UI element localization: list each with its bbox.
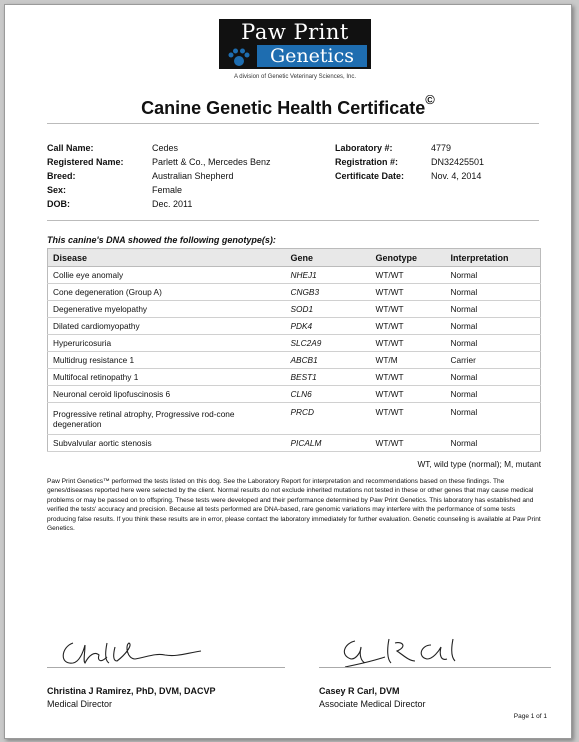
table-row <box>48 284 541 301</box>
registered-name-value: Parlett & Co., Mercedes Benz <box>152 157 271 167</box>
sex-value: Female <box>152 185 183 195</box>
disease-cell: Neuronal ceroid lipofuscinosis 6 <box>48 386 286 403</box>
genotype-cell: WT/WT <box>371 335 446 352</box>
lab-number-label: Laboratory #: <box>335 143 393 153</box>
registration-number-label: Registration #: <box>335 157 399 167</box>
info-divider <box>47 220 539 221</box>
interpretation-cell: Normal <box>446 267 541 284</box>
call-name-value: Cedes <box>152 143 179 153</box>
dob-value: Dec. 2011 <box>152 199 193 209</box>
genotype-table <box>47 248 541 452</box>
gene-cell: PDK4 <box>286 318 371 335</box>
table-row <box>48 403 541 435</box>
logo-name-top: Paw Print <box>241 20 349 44</box>
genotype-heading: This canine's DNA showed the following genotype(s): <box>47 235 276 245</box>
registered-name-label: Registered Name: <box>47 157 124 167</box>
table-header-row <box>48 249 541 267</box>
table-row <box>48 301 541 318</box>
interpretation-cell: Normal <box>446 403 541 435</box>
disease-cell: Degenerative myelopathy <box>48 301 286 318</box>
sex-label: Sex: <box>47 185 67 195</box>
gene-cell: CLN6 <box>286 386 371 403</box>
disclaimer-text: Paw Print Genetics™ performed the tests listed on this dog. See the Laboratory Report for interpretation and recommendations based on these findings. The genes/diseases reported here were selected by the client. Normal results do not exclude inherited mutations not tested in these or other genes that may cause medical problems or may be passed on to offspring. These tests were developed and their performance determined by Paw Print Genetics. This laboratory has established and verified the tests' accuracy and precision. Because all tests performed are DNA-based, rare genomic variations may interfere with the performance of some tests producing false results. If you think these results are in error, please contact the laboratory immediately for further evaluation. Genetic counseling is available at Paw Print Genetics. <box>47 478 541 533</box>
table-row <box>48 369 541 386</box>
gene-cell: CNGB3 <box>286 284 371 301</box>
disease-cell: Multidrug resistance 1 <box>48 352 286 369</box>
signature-line-left <box>47 667 285 668</box>
table-row <box>48 386 541 403</box>
copyright-mark: © <box>425 92 435 107</box>
genotype-cell: WT/WT <box>371 318 446 335</box>
call-name-label: Call Name: <box>47 143 94 153</box>
disease-cell: Hyperuricosuria <box>48 335 286 352</box>
interpretation-cell: Normal <box>446 301 541 318</box>
gene-cell: PRCD <box>286 403 371 435</box>
certificate-page <box>4 4 572 739</box>
header-genotype: Genotype <box>371 249 446 267</box>
header-interpretation: Interpretation <box>446 249 541 267</box>
genotype-cell: WT/WT <box>371 386 446 403</box>
interpretation-cell: Normal <box>446 435 541 452</box>
disease-cell: Collie eye anomaly <box>48 267 286 284</box>
gene-cell: BEST1 <box>286 369 371 386</box>
gene-cell: NHEJ1 <box>286 267 371 284</box>
disease-cell: Subvalvular aortic stenosis <box>48 435 286 452</box>
table-row <box>48 435 541 452</box>
interpretation-cell: Normal <box>446 335 541 352</box>
disease-cell: Cone degeneration (Group A) <box>48 284 286 301</box>
interpretation-cell: Carrier <box>446 352 541 369</box>
table-row <box>48 318 541 335</box>
interpretation-cell: Normal <box>446 386 541 403</box>
page-number: Page 1 of 1 <box>513 713 547 720</box>
signer-role-right: Associate Medical Director <box>319 699 426 709</box>
genotype-cell: WT/WT <box>371 435 446 452</box>
header-disease: Disease <box>48 249 286 267</box>
table-row <box>48 352 541 369</box>
gene-cell: SOD1 <box>286 301 371 318</box>
logo-tagline: A division of Genetic Veterinary Sciences, Inc. <box>233 74 357 80</box>
gene-cell: PICALM <box>286 435 371 452</box>
genotype-legend: WT, wild type (normal); M, mutant <box>417 459 541 469</box>
genotype-cell: WT/WT <box>371 284 446 301</box>
interpretation-cell: Normal <box>446 284 541 301</box>
breed-value: Australian Shepherd <box>152 171 234 181</box>
registration-number-value: DN32425501 <box>431 157 485 167</box>
paw-print-icon <box>222 45 256 69</box>
disease-cell: Progressive retinal atrophy, Progressive rod-cone degeneration <box>48 403 286 435</box>
certificate-title <box>5 92 571 119</box>
genotype-cell: WT/WT <box>371 369 446 386</box>
gene-cell: ABCB1 <box>286 352 371 369</box>
company-logo <box>219 19 371 89</box>
logo-name-bottom: Genetics <box>269 45 354 67</box>
gene-cell: SLC2A9 <box>286 335 371 352</box>
lab-number-value: 4779 <box>431 143 452 153</box>
interpretation-cell: Normal <box>446 369 541 386</box>
certificate-title-text: Canine Genetic Health Certificate <box>141 98 426 118</box>
dob-label: DOB: <box>47 199 70 209</box>
interpretation-cell: Normal <box>446 318 541 335</box>
genotype-cell: WT/M <box>371 352 446 369</box>
signature-line-right <box>319 667 551 668</box>
genotype-cell: WT/WT <box>371 301 446 318</box>
certificate-date-value: Nov. 4, 2014 <box>431 171 482 181</box>
table-row <box>48 335 541 352</box>
breed-label: Breed: <box>47 171 76 181</box>
header-gene: Gene <box>286 249 371 267</box>
genotype-cell: WT/WT <box>371 403 446 435</box>
certificate-date-label: Certificate Date: <box>335 171 405 181</box>
disease-cell: Multifocal retinopathy 1 <box>48 369 286 386</box>
title-divider <box>47 123 539 124</box>
disease-cell: Dilated cardiomyopathy <box>48 318 286 335</box>
table-row <box>48 267 541 284</box>
signer-name-right: Casey R Carl, DVM <box>319 686 400 696</box>
genotype-cell: WT/WT <box>371 267 446 284</box>
signer-name-left: Christina J Ramirez, PhD, DVM, DACVP <box>47 686 216 696</box>
signer-role-left: Medical Director <box>47 699 113 709</box>
